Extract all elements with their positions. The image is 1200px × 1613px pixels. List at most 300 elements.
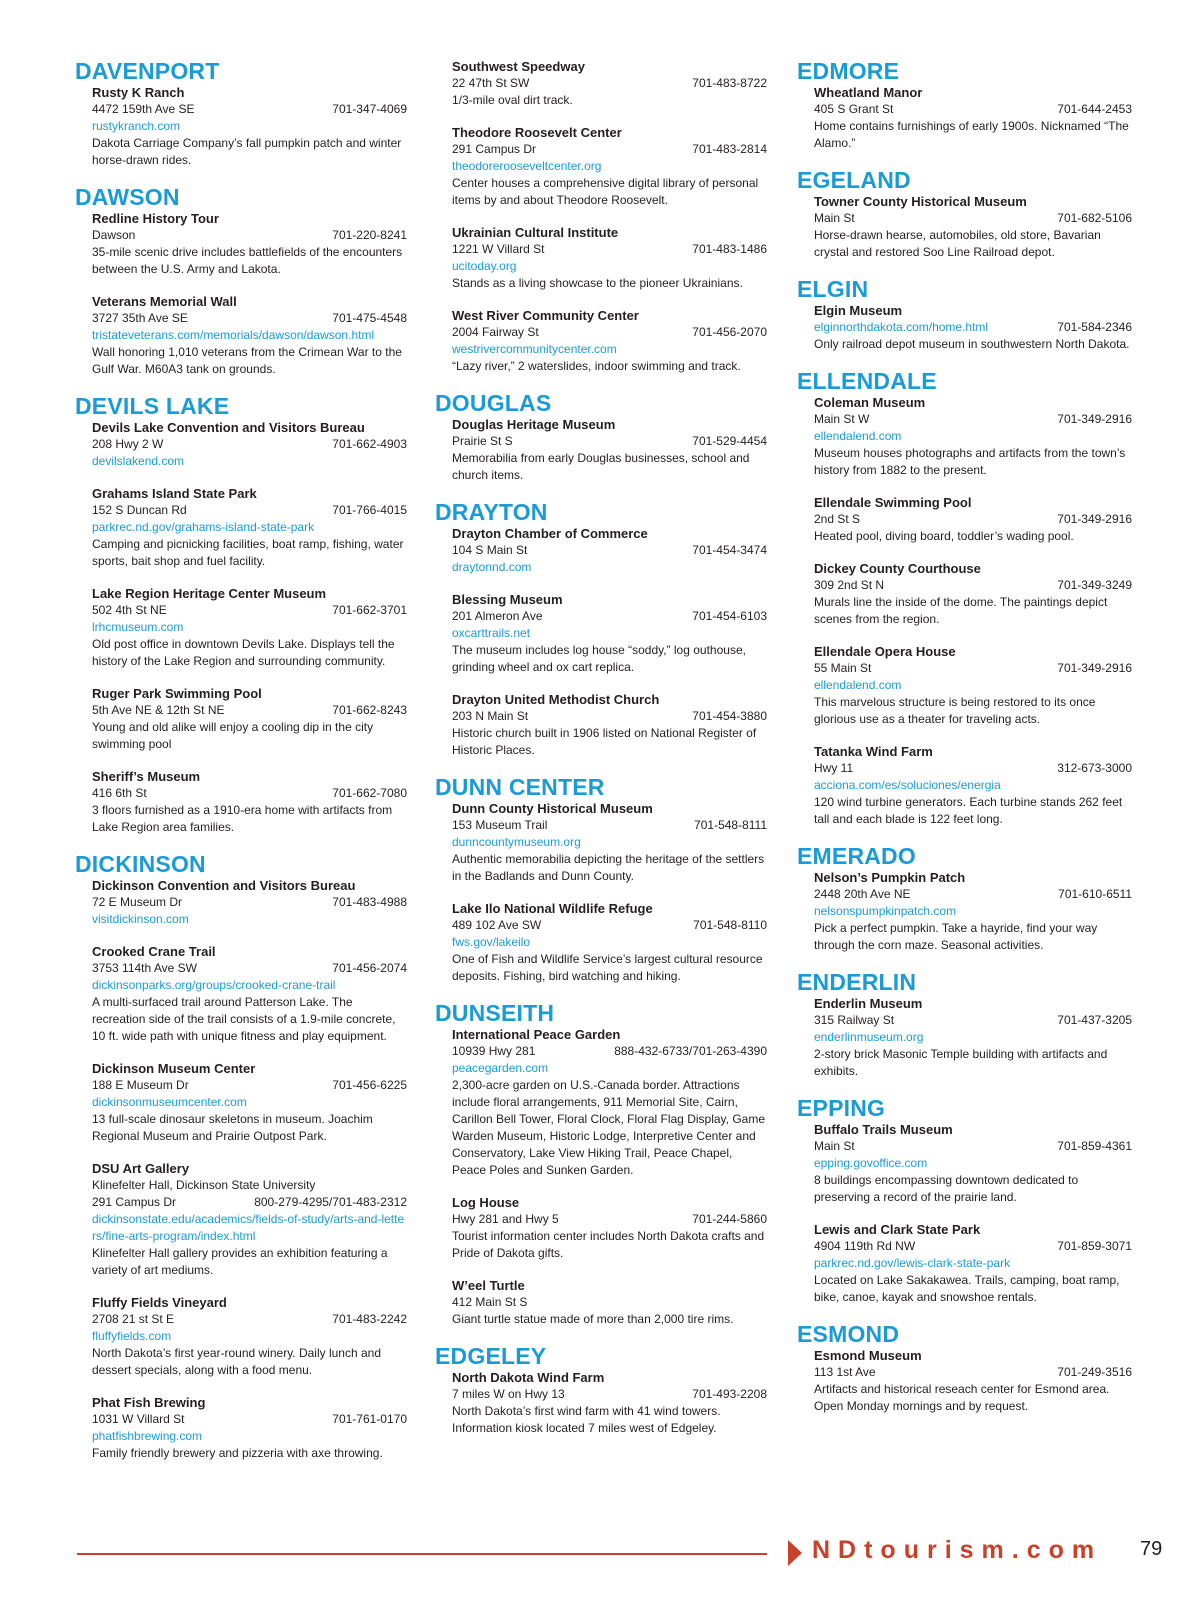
city-heading: DICKINSON: [75, 851, 206, 877]
phone-number: 701-244-5860: [692, 1212, 767, 1226]
phone-number: 312-673-3000: [1057, 761, 1132, 775]
address: 3753 114th Ave SW: [92, 961, 197, 975]
listing-entry: [92, 293, 407, 378]
attraction-name: Ruger Park Swimming Pool: [92, 686, 262, 701]
attraction-name: Dickey County Courthouse: [814, 561, 981, 576]
address-line: Klinefelter Hall, Dickinson State University: [92, 1178, 316, 1192]
phone-number: 701-644-2453: [1057, 102, 1132, 116]
description: This marvelous structure is being restored to its once glorious use as a theater for traveling acts.: [814, 695, 1096, 726]
description: Old post office in downtown Devils Lake. Displays tell the history of the Lake Region and surrounding community.: [92, 637, 395, 668]
phone-number: 701-662-3701: [332, 603, 407, 617]
listing-section: [797, 58, 1132, 152]
address-phone-row: [92, 785, 407, 802]
address: 291 Campus Dr: [452, 142, 537, 156]
listing-section: [435, 58, 767, 375]
address-phone-row: [814, 660, 1132, 677]
attraction-name: Southwest Speedway: [452, 59, 585, 74]
attraction-name: Coleman Museum: [814, 395, 926, 410]
description: North Dakota’s first year-round winery. Daily lunch and dessert specials, along with a food menu.: [92, 1346, 382, 1377]
address-phone-row: [92, 960, 407, 977]
listing-entry: [814, 743, 1132, 828]
address: 208 Hwy 2 W: [92, 437, 164, 451]
address-phone-row: [92, 1411, 407, 1428]
website-link[interactable]: enderlinmuseum.org: [814, 1030, 924, 1044]
address-phone-row: [92, 1077, 407, 1094]
address-phone-row: [452, 1294, 767, 1311]
attraction-name: International Peace Garden: [452, 1027, 621, 1042]
attraction-name: Tatanka Wind Farm: [814, 744, 933, 759]
address: 104 S Main St: [452, 543, 528, 557]
description: 2,300-acre garden on U.S.-Canada border. Attractions include floral arrangements, 911 Memorial Site, Cairn, Carillon Bell Tower, Floral Clock, Floral Flag Display, Game Warden Museum, Historic Lodge, Interpretive Center and Conservatory, Lake View Hiking Trail, Peace Chapel, Peace Poles and Sunken Garden.: [452, 1078, 765, 1177]
address: 55 Main St: [814, 661, 872, 675]
listing-section: [797, 843, 1132, 954]
address: 5th Ave NE & 12th St NE: [92, 703, 225, 717]
phone-number: 888-432-6733/701-263-4390: [614, 1044, 767, 1058]
address: 502 4th St NE: [92, 603, 167, 617]
website-link[interactable]: tristateveterans.com/memorials/dawson/dawson.html: [92, 328, 375, 342]
city-heading: DOUGLAS: [435, 390, 552, 416]
website-link[interactable]: acciona.com/es/soluciones/energia: [814, 778, 1001, 792]
address: Main St: [814, 211, 855, 225]
attraction-name: Ukrainian Cultural Institute: [452, 225, 619, 240]
attraction-name: Towner County Historical Museum: [814, 194, 1027, 209]
address-phone-row: [92, 1194, 407, 1211]
address-phone-row: [92, 894, 407, 911]
phone-number: 701-454-6103: [692, 609, 767, 623]
address: 4904 119th Rd NW: [814, 1239, 916, 1253]
phone-number: 701-662-4903: [332, 437, 407, 451]
attraction-name: Ellendale Swimming Pool: [814, 495, 972, 510]
phone-number: 701-437-3205: [1057, 1013, 1132, 1027]
website-link[interactable]: epping.govoffice.com: [814, 1156, 928, 1170]
address: 2004 Fairway St: [452, 325, 539, 339]
description: A multi-surfaced trail around Patterson Lake. The recreation side of the trail consists of a 1.9-mile concrete, 10 ft. wide path with unique fitness and play equipment.: [92, 995, 396, 1043]
listing-entry: [452, 591, 767, 676]
city-heading: DUNN CENTER: [435, 774, 605, 800]
description: “Lazy river,” 2 waterslides, indoor swimming and track.: [452, 359, 741, 373]
website-link[interactable]: ucitoday.org: [452, 259, 517, 273]
address-phone-row: [452, 608, 767, 625]
website-link[interactable]: dickinsonparks.org/groups/crooked-crane-trail: [92, 978, 336, 992]
phone-number: 701-859-3071: [1057, 1239, 1132, 1253]
description: 2-story brick Masonic Temple building with artifacts and exhibits.: [814, 1047, 1108, 1078]
address-phone-row: [452, 542, 767, 559]
address: 152 S Duncan Rd: [92, 503, 187, 517]
page-number: 79: [1140, 1538, 1163, 1560]
listing-section: [797, 969, 1132, 1080]
listing-section: [435, 1343, 767, 1437]
website-link[interactable]: visitdickinson.com: [92, 912, 189, 926]
phone-number: 701-584-2346: [1057, 320, 1132, 334]
listing-entry: [92, 768, 407, 836]
city-heading: ESMOND: [797, 1321, 900, 1347]
address-phone-row: [92, 502, 407, 519]
attraction-name: Theodore Roosevelt Center: [452, 125, 622, 140]
attraction-name: Lake Region Heritage Center Museum: [92, 586, 327, 601]
attraction-name: Elgin Museum: [814, 303, 903, 318]
attraction-name: Grahams Island State Park: [92, 486, 257, 501]
listing-entry: [452, 416, 767, 484]
listing-section: [797, 368, 1132, 828]
listing-entry: [452, 307, 767, 375]
listing-section: [797, 1321, 1132, 1415]
website-link[interactable]: ellendalend.com: [814, 429, 902, 443]
address: Dawson: [92, 228, 136, 242]
website-link[interactable]: ellendalend.com: [814, 678, 902, 692]
description: Located on Lake Sakakawea. Trails, camping, boat ramp, bike, canoe, kayak and snowshoe rentals.: [814, 1273, 1120, 1304]
attraction-name: Douglas Heritage Museum: [452, 417, 616, 432]
description: Giant turtle statue made of more than 2,000 tire rims.: [452, 1312, 734, 1326]
phone-number: 701-483-1486: [692, 242, 767, 256]
listing-entry: [814, 995, 1132, 1080]
address-phone-row: [452, 324, 767, 341]
website-link[interactable]: dickinsonstate.edu/academics/fields-of-study/arts-and-letters/fine-arts-program/index.html: [92, 1212, 405, 1243]
address-phone-row: [814, 577, 1132, 594]
listing-section: [435, 499, 767, 759]
attraction-name: Ellendale Opera House: [814, 644, 956, 659]
listing-entry: [814, 1121, 1132, 1206]
phone-number: 701-349-2916: [1057, 512, 1132, 526]
attraction-name: Buffalo Trails Museum: [814, 1122, 953, 1137]
city-heading: ELLENDALE: [797, 368, 937, 394]
phone-number: 701-483-8722: [692, 76, 767, 90]
address: 7 miles W on Hwy 13: [452, 1387, 565, 1401]
attraction-name: Dunn County Historical Museum: [452, 801, 653, 816]
address-phone-row: [814, 760, 1132, 777]
attraction-name: Log House: [452, 1195, 520, 1210]
attraction-name: Esmond Museum: [814, 1348, 922, 1363]
address: 113 1st Ave: [814, 1365, 876, 1379]
footer-rule: [77, 1553, 767, 1555]
address: 2708 21 st St E: [92, 1312, 175, 1326]
website-link[interactable]: parkrec.nd.gov/grahams-island-state-park: [92, 520, 315, 534]
address: 489 102 Ave SW: [452, 918, 542, 932]
listing-entry: [814, 494, 1132, 545]
address: 10939 Hwy 281: [452, 1044, 536, 1058]
footer-arrow-icon: [788, 1540, 802, 1566]
website-link[interactable]: elginnorthdakota.com/home.html: [814, 320, 989, 334]
website-link[interactable]: phatfishbrewing.com: [92, 1429, 203, 1443]
description: Murals line the inside of the dome. The paintings depict scenes from the region.: [814, 595, 1108, 626]
description: Authentic memorabilia depicting the heritage of the settlers in the Badlands and Dunn County.: [452, 852, 765, 883]
city-heading: EPPING: [797, 1095, 886, 1121]
attraction-name: Sheriff’s Museum: [92, 769, 201, 784]
address-phone-row: [92, 101, 407, 118]
city-heading: DAVENPORT: [75, 58, 220, 84]
description: Artifacts and historical reseach center for Esmond area. Open Monday mornings and by request.: [814, 1382, 1110, 1413]
address-phone-row: [452, 75, 767, 92]
listing-section: [797, 276, 1132, 353]
listing-entry: [92, 943, 407, 1045]
phone-number: 701-662-7080: [332, 786, 407, 800]
address-phone-row: [92, 1311, 407, 1328]
listing-section: [797, 167, 1132, 261]
listing-entry: [92, 1160, 407, 1279]
address: 1221 W Villard St: [452, 242, 545, 256]
address-phone-row: [814, 886, 1132, 903]
listing-entry: [452, 900, 767, 985]
description: Young and old alike will enjoy a cooling dip in the city swimming pool: [92, 720, 374, 751]
listing-entry: [452, 1277, 767, 1328]
listing-entry: [92, 877, 407, 928]
website-link[interactable]: devilslakend.com: [92, 454, 185, 468]
description: The museum includes log house “soddy,” log outhouse, grinding wheel and ox cart replica.: [452, 643, 746, 674]
phone-number: 701-493-2208: [692, 1387, 767, 1401]
website-link[interactable]: peacegarden.com: [452, 1061, 549, 1075]
phone-number: 701-859-4361: [1057, 1139, 1132, 1153]
listing-entry: [814, 394, 1132, 479]
attraction-name: Drayton United Methodist Church: [452, 692, 660, 707]
listing-entry: [92, 485, 407, 570]
address: 203 N Main St: [452, 709, 529, 723]
phone-number: 701-454-3880: [692, 709, 767, 723]
listing-section: [75, 58, 407, 169]
address-phone-row: [452, 1386, 767, 1403]
attraction-name: Fluffy Fields Vineyard: [92, 1295, 227, 1310]
address: Hwy 281 and Hwy 5: [452, 1212, 559, 1226]
listing-entry: [814, 1221, 1132, 1306]
address-phone-row: [814, 101, 1132, 118]
description: Klinefelter Hall gallery provides an exhibition featuring a variety of art mediums.: [92, 1246, 388, 1277]
description: 13 full-scale dinosaur skeletons in museum. Joachim Regional Museum and Prairie Outpost Park.: [92, 1112, 373, 1143]
column-3: [797, 58, 1132, 1430]
attraction-name: West River Community Center: [452, 308, 639, 323]
address-phone-row: [814, 1364, 1132, 1381]
address-phone-row: [92, 310, 407, 327]
phone-number: 701-766-4015: [332, 503, 407, 517]
description: Horse-drawn hearse, automobiles, old store, Bavarian crystal and restored Soo Line Railroad depot.: [814, 228, 1101, 259]
url-phone-row: [814, 319, 1132, 336]
listing-entry: [814, 643, 1132, 728]
address: 309 2nd St N: [814, 578, 885, 592]
address: 201 Almeron Ave: [452, 609, 543, 623]
phone-number: 701-249-3516: [1057, 1365, 1132, 1379]
attraction-name: Lake Ilo National Wildlife Refuge: [452, 901, 653, 916]
description: Family friendly brewery and pizzeria with axe throwing.: [92, 1446, 383, 1460]
description: 8 buildings encompassing downtown dedicated to preserving a record of the prairie land.: [814, 1173, 1079, 1204]
website-link[interactable]: draytonnd.com: [452, 560, 532, 574]
address: 3727 35th Ave SE: [92, 311, 188, 325]
city-heading: EDGELEY: [435, 1343, 547, 1369]
website-link[interactable]: nelsonspumpkinpatch.com: [814, 904, 957, 918]
website-link[interactable]: westrivercommunitycenter.com: [452, 342, 617, 356]
listing-section: [75, 851, 407, 1462]
website-link[interactable]: theodorerooseveltcenter.org: [452, 159, 602, 173]
phone-number: 701-475-4548: [332, 311, 407, 325]
website-link[interactable]: fws.gov/lakeilo: [452, 935, 531, 949]
attraction-name: Rusty K Ranch: [92, 85, 185, 100]
attraction-name: Blessing Museum: [452, 592, 563, 607]
city-heading: ELGIN: [797, 276, 869, 302]
address: 72 E Museum Dr: [92, 895, 183, 909]
attraction-name: Drayton Chamber of Commerce: [452, 526, 648, 541]
address-phone-row: [814, 1238, 1132, 1255]
attraction-name: Phat Fish Brewing: [92, 1395, 206, 1410]
description: One of Fish and Wildlife Service’s largest cultural resource deposits. Fishing, bird watching and hiking.: [452, 952, 763, 983]
listing-entry: [814, 869, 1132, 954]
address-phone-row: [92, 702, 407, 719]
address: 22 47th St SW: [452, 76, 530, 90]
city-heading: DRAYTON: [435, 499, 548, 525]
address-phone-row: [452, 708, 767, 725]
phone-number: 701-220-8241: [332, 228, 407, 242]
description: Museum houses photographs and artifacts from the town’s history from 1882 to the present.: [814, 446, 1126, 477]
city-heading: DEVILS LAKE: [75, 393, 230, 419]
address-phone-row: [452, 817, 767, 834]
phone-number: 701-456-2070: [692, 325, 767, 339]
listing-section: [797, 1095, 1132, 1306]
description: Wall honoring 1,010 veterans from the Crimean War to the Gulf War. M60A3 tank on grounds.: [92, 345, 402, 376]
address-phone-row: [814, 1012, 1132, 1029]
address-phone-row: [452, 1211, 767, 1228]
description: Only railroad depot museum in southwestern North Dakota.: [814, 337, 1130, 351]
attraction-name: W’eel Turtle: [452, 1278, 525, 1293]
website-link[interactable]: dunncountymuseum.org: [452, 835, 581, 849]
city-heading: EGELAND: [797, 167, 911, 193]
phone-number: 701-456-6225: [332, 1078, 407, 1092]
attraction-name: Wheatland Manor: [814, 85, 923, 100]
phone-number: 701-456-2074: [332, 961, 407, 975]
phone-number: 701-347-4069: [332, 102, 407, 116]
listing-entry: [814, 84, 1132, 152]
phone-number: 701-483-2814: [692, 142, 767, 156]
listing-entry: [92, 210, 407, 278]
website-link[interactable]: lrhcmuseum.com: [92, 620, 184, 634]
address: 405 S Grant St: [814, 102, 894, 116]
phone-number: 701-529-4454: [692, 434, 767, 448]
phone-number: 701-349-2916: [1057, 412, 1132, 426]
listing-entry: [814, 560, 1132, 628]
attraction-name: Veterans Memorial Wall: [92, 294, 237, 309]
address: 315 Railway St: [814, 1013, 895, 1027]
attraction-name: DSU Art Gallery: [92, 1161, 190, 1176]
description: Tourist information center includes North Dakota crafts and Pride of Dakota gifts.: [452, 1229, 765, 1260]
website-link[interactable]: oxcarttrails.net: [452, 626, 531, 640]
website-link[interactable]: fluffyfields.com: [92, 1329, 172, 1343]
listing-entry: [814, 302, 1132, 353]
listing-entry: [92, 84, 407, 169]
listing-entry: [92, 585, 407, 670]
listing-entry: [452, 800, 767, 885]
description: Home contains furnishings of early 1900s. Nicknamed “The Alamo.”: [814, 119, 1129, 150]
listing-entry: [452, 525, 767, 576]
address-phone-row: [92, 227, 407, 244]
description: Pick a perfect pumpkin. Take a hayride, find your way through the corn maze. Seasonal activities.: [814, 921, 1098, 952]
attraction-name: Nelson’s Pumpkin Patch: [814, 870, 966, 885]
phone-number: 701-349-3249: [1057, 578, 1132, 592]
attraction-name: Enderlin Museum: [814, 996, 923, 1011]
address-phone-row: [452, 241, 767, 258]
city-heading: ENDERLIN: [797, 969, 917, 995]
address: 2448 20th Ave NE: [814, 887, 911, 901]
address-phone-row: [92, 436, 407, 453]
attraction-name: Devils Lake Convention and Visitors Bureau: [92, 420, 365, 435]
description: Center houses a comprehensive digital library of personal items by and about Theodore Roosevelt.: [452, 176, 759, 207]
website-link[interactable]: rustykranch.com: [92, 119, 181, 133]
address-phone-row: [814, 210, 1132, 227]
address: 412 Main St S: [452, 1295, 528, 1309]
listing-section: [435, 1000, 767, 1328]
website-link[interactable]: dickinsonmuseumcenter.com: [92, 1095, 247, 1109]
phone-number: 701-548-8110: [693, 918, 767, 932]
phone-number: 701-454-3474: [692, 543, 767, 557]
phone-number: 800-279-4295/701-483-2312: [254, 1195, 407, 1209]
address-phone-row: [452, 1043, 767, 1060]
address: 416 6th St: [92, 786, 147, 800]
address: Hwy 11: [814, 761, 854, 775]
attraction-name: Crooked Crane Trail: [92, 944, 216, 959]
city-heading: DUNSEITH: [435, 1000, 555, 1026]
address: Main St W: [814, 412, 870, 426]
description: Camping and picnicking facilities, boat ramp, fishing, water sports, bait shop and fuel facility.: [92, 537, 404, 568]
city-heading: DAWSON: [75, 184, 180, 210]
phone-number: 701-662-8243: [332, 703, 407, 717]
description: Historic church built in 1906 listed on National Register of Historic Places.: [452, 726, 757, 757]
address-phone-row: [452, 141, 767, 158]
website-link[interactable]: parkrec.nd.gov/lewis-clark-state-park: [814, 1256, 1011, 1270]
address-phone-row: [452, 433, 767, 450]
description: 120 wind turbine generators. Each turbine stands 262 feet tall and each blade is 122 feet long.: [814, 795, 1123, 826]
listing-entry: [92, 1060, 407, 1145]
listing-entry: [452, 1369, 767, 1437]
address: 188 E Museum Dr: [92, 1078, 189, 1092]
listing-entry: [92, 1394, 407, 1462]
attraction-name: Dickinson Museum Center: [92, 1061, 256, 1076]
city-heading: EMERADO: [797, 843, 916, 869]
description: Dakota Carriage Company’s fall pumpkin patch and winter horse-drawn rides.: [92, 136, 402, 167]
phone-number: 701-610-6511: [1058, 887, 1132, 901]
footer-site-name: NDtourism.com: [812, 1536, 1103, 1564]
address: Main St: [814, 1139, 855, 1153]
address-phone-row: [814, 511, 1132, 528]
address-phone-row: [814, 1138, 1132, 1155]
listing-entry: [452, 1026, 767, 1179]
listing-entry: [452, 58, 767, 109]
listing-entry: [814, 1347, 1132, 1415]
address: Prairie St S: [452, 434, 513, 448]
listing-section: [75, 393, 407, 836]
listing-entry: [452, 691, 767, 759]
description: North Dakota’s first wind farm with 41 wind towers. Information kiosk located 7 miles west of Edgeley.: [452, 1404, 721, 1435]
listing-section: [435, 774, 767, 985]
address: 1031 W Villard St: [92, 1412, 185, 1426]
listing-section: [435, 390, 767, 484]
address-phone-row: [92, 602, 407, 619]
listing-entry: [452, 1194, 767, 1262]
description: Heated pool, diving board, toddler’s wading pool.: [814, 529, 1074, 543]
listing-entry: [814, 193, 1132, 261]
attraction-name: Dickinson Convention and Visitors Bureau: [92, 878, 356, 893]
city-heading: EDMORE: [797, 58, 900, 84]
column-2: [435, 58, 767, 1452]
listing-section: [75, 184, 407, 378]
description: 3 floors furnished as a 1910-era home with artifacts from Lake Region area families.: [92, 803, 393, 834]
description: Memorabilia from early Douglas businesses, school and church items.: [452, 451, 750, 482]
description: 35-mile scenic drive includes battlefields of the encounters between the U.S. Army and Lakota.: [92, 245, 403, 276]
column-1: [75, 58, 407, 1477]
address-phone-row: [814, 411, 1132, 428]
description: Stands as a living showcase to the pioneer Ukrainians.: [452, 276, 743, 290]
address-line-2: 291 Campus Dr: [92, 1195, 177, 1209]
attraction-name: North Dakota Wind Farm: [452, 1370, 605, 1385]
phone-number: 701-483-4988: [332, 895, 407, 909]
phone-number: 701-349-2916: [1057, 661, 1132, 675]
phone-number: 701-682-5106: [1057, 211, 1132, 225]
listing-entry: [452, 124, 767, 209]
address: 2nd St S: [814, 512, 861, 526]
listing-entry: [92, 1294, 407, 1379]
address: 153 Museum Trail: [452, 818, 548, 832]
